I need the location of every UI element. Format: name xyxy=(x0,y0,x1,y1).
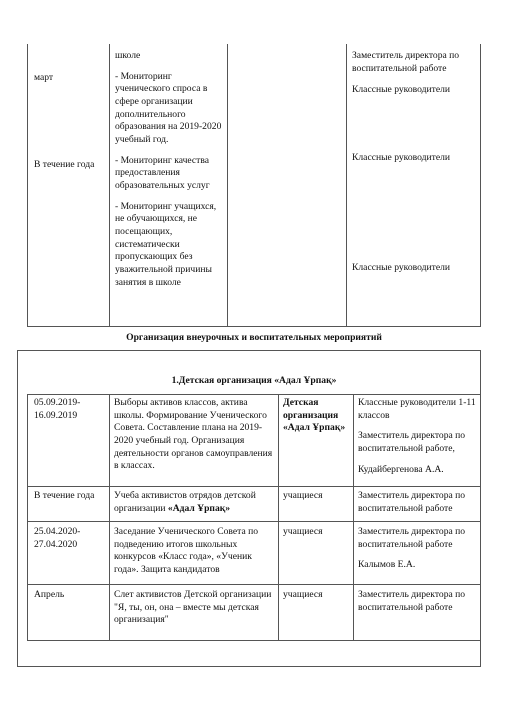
period-cell xyxy=(34,72,106,85)
responsible-text: Классные руководители xyxy=(352,152,451,163)
activity-item: - Мониторинг качества предоставления образовательных услуг xyxy=(115,154,210,191)
row-responsible xyxy=(358,526,478,572)
row-participants: учащиеся xyxy=(283,589,323,600)
table-border xyxy=(278,394,279,641)
responsible-line: Калымов Е.А. xyxy=(358,559,416,571)
row-event: Слет активистов Детской организации "Я, ты, он, она – вместе мы детская организация" xyxy=(114,589,272,626)
period-cell xyxy=(34,159,106,172)
row-event-text: Учеба активистов отрядов детской организации xyxy=(114,490,256,514)
responsible-line: Кудайбергенова А.А. xyxy=(358,463,444,475)
table-border xyxy=(27,44,28,327)
table-border xyxy=(27,521,481,522)
row-responsible: Заместитель директора по воспитательной работе xyxy=(358,589,466,613)
responsible-cell xyxy=(352,262,477,275)
row-participants: учащиеся xyxy=(283,490,323,501)
activity-item: школе xyxy=(115,50,141,61)
responsible-text: Заместитель директора по воспитательной работе xyxy=(352,50,460,74)
row-participants: Детская организация «Адал Ұрпақ» xyxy=(283,397,346,434)
responsible-line: Заместитель директора по воспитательной работе xyxy=(358,526,466,550)
table-border xyxy=(17,350,18,667)
responsible-line: Классные руководители 1-11 классов xyxy=(358,397,476,421)
table-border xyxy=(27,640,481,641)
period-text: март xyxy=(34,72,54,83)
table-border xyxy=(17,666,481,667)
responsible-cell xyxy=(352,152,477,165)
period-text: В течение года xyxy=(34,159,95,170)
row-event: Выборы активов классов, актива школы. Формирование Ученического Совета. Составление плана на 2019-2020 учебный год. Организация деятельности органов самоуправления в классах. xyxy=(114,397,273,472)
subsection-title: 1.Детская организация «Адал Ұрпақ» xyxy=(171,375,337,386)
activity-item: - Мониторинг учащихся, не обучающихся, не посещающих, систематически пропускающих без уважительной причины занятия в школе xyxy=(115,200,217,288)
table-border xyxy=(27,486,481,487)
table-border xyxy=(17,350,481,351)
row-event: Заседание Ученического Совета по подведению итогов школьных конкурсов «Класс года», «Ученик года». Защита кандидатов xyxy=(114,526,259,575)
responsible-cell xyxy=(352,50,477,75)
row-participants: учащиеся xyxy=(283,526,323,537)
row-responsible: Заместитель директора по воспитательной работе xyxy=(358,490,466,514)
activity-item: - Мониторинг ученического спроса в сфере организации дополнительного образования на 2019-2020 учебный год. xyxy=(115,70,222,145)
activity-cell xyxy=(115,50,223,289)
row-responsible xyxy=(358,397,478,476)
section-title: Организация внеурочных и воспитательных мероприятий xyxy=(126,332,382,343)
row-date: Апрель xyxy=(34,589,65,600)
table-border xyxy=(346,44,347,327)
table-border xyxy=(480,350,481,667)
responsible-line: Заместитель директора по воспитательной работе, xyxy=(358,430,466,454)
table-border xyxy=(109,44,110,327)
table-border xyxy=(480,44,481,327)
table-border xyxy=(27,394,481,395)
row-date: 25.04.2020- 27.04.2020 xyxy=(34,526,81,550)
responsible-cell xyxy=(352,84,477,97)
row-date: 05.09.2019- 16.09.2019 xyxy=(34,397,81,421)
table-border xyxy=(27,326,481,327)
row-event xyxy=(114,490,276,515)
responsible-text: Классные руководители xyxy=(352,84,451,95)
table-border xyxy=(353,394,354,641)
responsible-text: Классные руководители xyxy=(352,262,451,273)
table-border xyxy=(27,584,481,585)
row-date: В течение года xyxy=(34,490,95,501)
table-border xyxy=(109,394,110,641)
table-border xyxy=(27,394,28,641)
row-event-bold: «Адал Ұрпақ» xyxy=(167,502,231,514)
table-border xyxy=(227,44,228,327)
